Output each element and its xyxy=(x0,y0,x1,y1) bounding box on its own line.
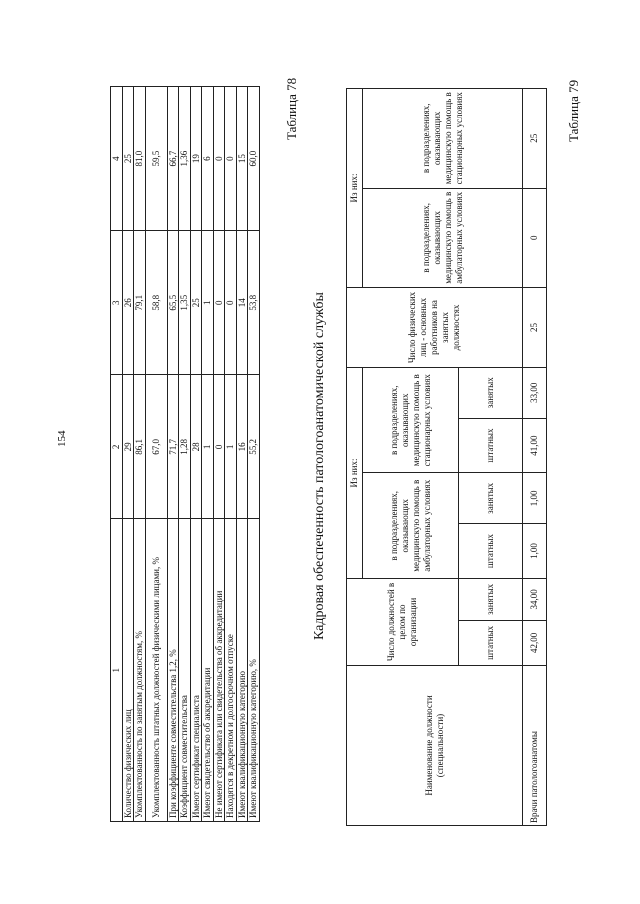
cell: 0 xyxy=(213,375,225,519)
row-label: Имеют квалификационную категорию, % xyxy=(248,519,260,822)
cell: 1,00 xyxy=(523,473,547,524)
header-of-which-2: Из них: xyxy=(347,89,363,288)
table-row xyxy=(523,89,547,826)
row-name: Врачи патологоанатомы xyxy=(523,666,547,826)
cell: 19 xyxy=(190,87,202,231)
cell: 81,0 xyxy=(134,87,146,231)
cell: 67,0 xyxy=(145,375,167,519)
table-row xyxy=(122,87,134,822)
cell: 66,7 xyxy=(167,87,179,231)
header-zan: занятых xyxy=(459,473,523,524)
cell: 42,00 xyxy=(523,620,547,665)
cell: 0 xyxy=(213,87,225,231)
cell: 79,1 xyxy=(134,231,146,375)
table-row xyxy=(236,87,248,822)
cell: 58,8 xyxy=(145,231,167,375)
header-zan: занятых xyxy=(459,367,523,418)
row-label: Укомплектованность штатных должностей физическими лицами, % xyxy=(145,519,167,822)
cell: 55,2 xyxy=(248,375,260,519)
cell: 6 xyxy=(202,87,214,231)
table-row xyxy=(167,87,179,822)
header-zan: занятых xyxy=(459,578,523,620)
header-phys: Число физических лиц - основных работников на занятых должностях xyxy=(347,287,523,367)
cell: 25 xyxy=(523,287,547,367)
row-label: Имеют свидетельство об аккредитации xyxy=(202,519,214,822)
cell: 1,00 xyxy=(523,524,547,579)
cell: 86,1 xyxy=(134,375,146,519)
cell: 1,28 xyxy=(179,375,191,519)
cell: 65,5 xyxy=(167,231,179,375)
cell: 26 xyxy=(122,231,134,375)
cell: 16 xyxy=(236,375,248,519)
cell: 14 xyxy=(236,231,248,375)
table-78 xyxy=(110,86,260,822)
header-shtat: штатных xyxy=(459,418,523,473)
section-title: Кадровая обеспеченность патологоанатомической службы xyxy=(312,292,327,640)
cell: 0 xyxy=(225,231,237,375)
table-row xyxy=(134,87,146,822)
cell: 0 xyxy=(523,188,547,287)
row-label: Не имеют сертификата или свидетельства об аккредитации xyxy=(213,519,225,822)
page-number: 154 xyxy=(56,430,68,447)
cell: 59,5 xyxy=(145,87,167,231)
cell: 60,0 xyxy=(248,87,260,231)
table-header-row xyxy=(111,87,123,822)
cell: 33,00 xyxy=(523,367,547,418)
row-label: Укомплектованность по занятым должностям, % xyxy=(134,519,146,822)
table-row xyxy=(213,87,225,822)
row-label: Количество физических лиц xyxy=(122,519,134,822)
header-phys-stac: в подразделениях, оказывающих медицинскую помощь в стационарных условиях xyxy=(363,89,523,189)
cell: 1,35 xyxy=(179,231,191,375)
cell: 1,36 xyxy=(179,87,191,231)
cell: 29 xyxy=(122,375,134,519)
cell: 0 xyxy=(225,87,237,231)
header-name: Наименование должности (специальности) xyxy=(347,666,523,826)
header-of-which: Из них: xyxy=(347,367,363,578)
header-phys-amb: в подразделениях, оказывающих медицинскую помощь в амбулаторных условиях xyxy=(363,188,523,287)
table-row xyxy=(248,87,260,822)
cell: 28 xyxy=(190,375,202,519)
table-79-container xyxy=(346,88,547,826)
header-amb: в подразделениях, оказывающих медицинскую помощь в амбулаторных условиях xyxy=(363,473,459,578)
table-row xyxy=(179,87,191,822)
header-shtat: штатных xyxy=(459,620,523,665)
cell: 0 xyxy=(213,231,225,375)
cell: 1 xyxy=(202,231,214,375)
cell: 15 xyxy=(236,87,248,231)
row-label: Имеют сертификат специалиста xyxy=(190,519,202,822)
table-row xyxy=(202,87,214,822)
table-header-row xyxy=(347,89,363,826)
header-cell: 1 xyxy=(111,519,123,822)
cell: 25 xyxy=(190,231,202,375)
row-label: Коэффициент совместительства xyxy=(179,519,191,822)
table-79-caption: Таблица 79 xyxy=(566,79,581,142)
cell: 25 xyxy=(523,89,547,189)
table-row xyxy=(145,87,167,822)
cell: 1 xyxy=(202,375,214,519)
header-cell: 4 xyxy=(111,87,123,231)
header-cell: 3 xyxy=(111,231,123,375)
cell: 25 xyxy=(122,87,134,231)
cell: 34,00 xyxy=(523,578,547,620)
cell: 71,7 xyxy=(167,375,179,519)
header-total: Число должностей в целом по организации xyxy=(347,578,459,665)
row-label: При коэффициенте совместительства 1,2, % xyxy=(167,519,179,822)
header-cell: 2 xyxy=(111,375,123,519)
table-row xyxy=(225,87,237,822)
table-78-caption: Таблица 78 xyxy=(284,77,299,140)
table-78-container xyxy=(110,86,260,822)
row-label: Находятся в декретном и долгосрочном отпуске xyxy=(225,519,237,822)
table-79 xyxy=(346,88,547,826)
table-row xyxy=(190,87,202,822)
header-stac: в подразделениях, оказывающих медицинскую помощь в стационарных условиях xyxy=(363,367,459,473)
cell: 53,8 xyxy=(248,231,260,375)
cell: 41,00 xyxy=(523,418,547,473)
header-shtat: штатных xyxy=(459,524,523,579)
cell: 1 xyxy=(225,375,237,519)
row-label: Имеют квалификационную категорию xyxy=(236,519,248,822)
